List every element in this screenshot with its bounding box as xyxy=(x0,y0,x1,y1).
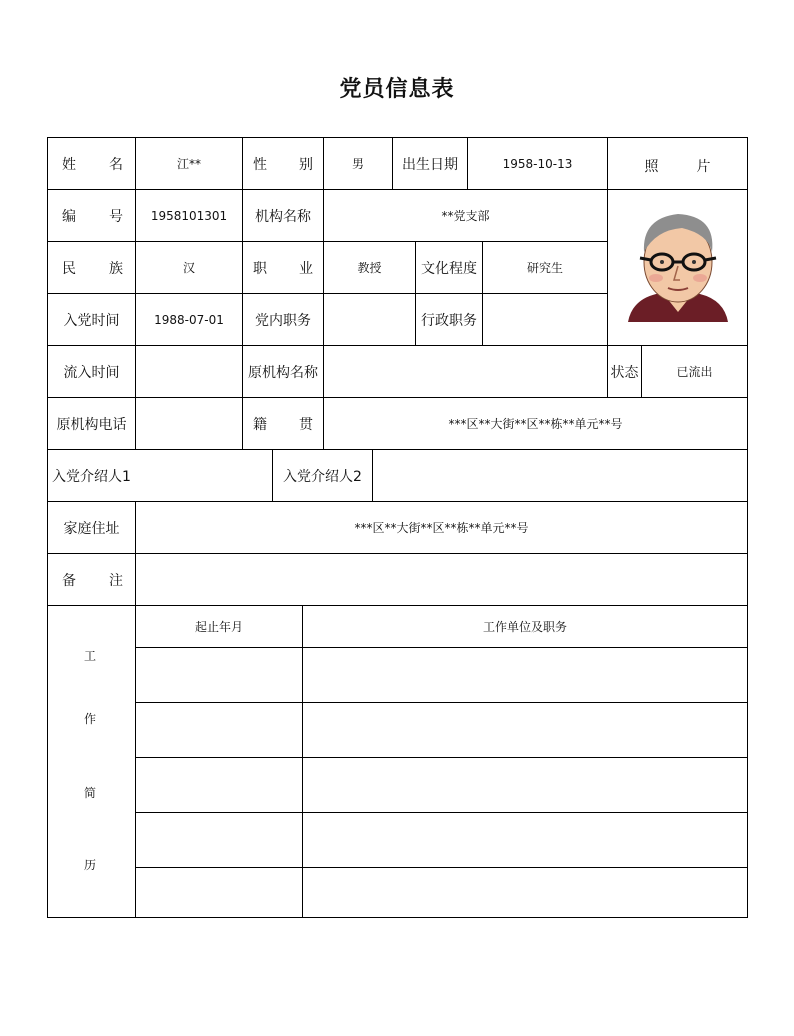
remarks-label xyxy=(48,554,135,605)
photo-glasses-arm xyxy=(705,258,716,260)
introducer1-label: 入党介绍人1 xyxy=(52,468,131,485)
photo-cheek xyxy=(649,274,663,282)
gender-label-char: 性 xyxy=(253,156,267,173)
native-place-label-char: 籍 xyxy=(253,416,267,433)
work-history-period-cell[interactable] xyxy=(136,648,302,702)
inflow-date-value[interactable] xyxy=(136,346,242,397)
education-label: 文化程度 xyxy=(421,260,477,277)
name-label-char: 名 xyxy=(109,156,123,173)
join-date-label: 入党时间 xyxy=(63,312,120,329)
photo-cheek xyxy=(693,274,707,282)
occupation-label xyxy=(243,242,323,293)
orig-org-phone-label: 原机构电话 xyxy=(56,416,127,433)
work-history-label-char: 工 xyxy=(84,649,97,663)
introducer2-label: 入党介绍人2 xyxy=(283,468,362,485)
work-history-unit-cell[interactable] xyxy=(303,648,747,702)
remarks-label-char: 注 xyxy=(109,572,123,589)
status-label: 状态 xyxy=(610,364,639,381)
work-history-unit-cell[interactable] xyxy=(303,758,747,812)
introducer1-value[interactable] xyxy=(136,450,272,501)
home-address-value[interactable]: ***区**大街**区**栋**单元**号 xyxy=(354,521,529,535)
introducer2-value[interactable] xyxy=(373,450,747,501)
work-history-col-unit: 工作单位及职务 xyxy=(482,620,567,634)
number-label-char: 编 xyxy=(62,208,76,225)
education-value[interactable]: 研究生 xyxy=(526,261,563,275)
number-label xyxy=(48,190,135,241)
name-label-char: 姓 xyxy=(62,156,76,173)
occupation-label-char: 业 xyxy=(299,260,313,277)
admin-position-value[interactable] xyxy=(483,294,607,345)
photo-label xyxy=(608,138,747,193)
photo-label-char: 片 xyxy=(696,158,711,175)
birth-date-label: 出生日期 xyxy=(402,156,458,173)
native-place-label-char: 贯 xyxy=(299,416,313,433)
work-history-label-char: 作 xyxy=(84,712,97,726)
native-place-label xyxy=(243,398,323,449)
work-history-unit-cell[interactable] xyxy=(303,868,747,917)
number-label-char: 号 xyxy=(109,208,123,225)
photo-eye xyxy=(692,260,696,264)
name-value[interactable]: 江** xyxy=(176,157,201,171)
inflow-date-label: 流入时间 xyxy=(63,364,120,381)
work-history-period-cell[interactable] xyxy=(136,813,302,867)
join-date-value[interactable]: 1988-07-01 xyxy=(154,312,224,327)
orig-org-name-value[interactable] xyxy=(324,346,607,397)
work-history-unit-cell[interactable] xyxy=(303,813,747,867)
photo-label-char: 照 xyxy=(644,158,659,175)
birth-date-value[interactable]: 1958-10-13 xyxy=(502,156,573,171)
page-title: 党员信息表 xyxy=(339,77,455,102)
ethnicity-value[interactable]: 汉 xyxy=(182,261,195,275)
org-name-label: 机构名称 xyxy=(255,208,311,225)
photo-glasses-arm xyxy=(640,258,651,260)
work-history-period-cell[interactable] xyxy=(136,868,302,917)
work-history-label-char: 历 xyxy=(84,858,97,872)
ethnicity-label-char: 族 xyxy=(109,260,123,277)
member-photo xyxy=(622,200,734,324)
work-history-label-char: 简 xyxy=(84,786,97,800)
org-name-value[interactable]: **党支部 xyxy=(441,209,490,223)
photo-eye xyxy=(660,260,664,264)
orig-org-name-label: 原机构名称 xyxy=(248,364,318,381)
occupation-label-char: 职 xyxy=(253,260,267,277)
remarks-value[interactable] xyxy=(136,554,747,605)
gender-label xyxy=(243,138,323,189)
occupation-value[interactable]: 教授 xyxy=(357,261,382,275)
orig-org-phone-value[interactable] xyxy=(136,398,242,449)
name-label xyxy=(48,138,135,189)
work-history-period-cell[interactable] xyxy=(136,703,302,757)
work-history-unit-cell[interactable] xyxy=(303,703,747,757)
party-position-label: 党内职务 xyxy=(255,312,311,329)
gender-label-char: 别 xyxy=(299,156,313,173)
work-history-period-cell[interactable] xyxy=(136,758,302,812)
ethnicity-label-char: 民 xyxy=(62,260,76,277)
admin-position-label: 行政职务 xyxy=(421,312,477,329)
work-history-col-period: 起止年月 xyxy=(194,620,243,634)
native-place-value[interactable]: ***区**大街**区**栋**单元**号 xyxy=(448,417,623,431)
gender-value[interactable]: 男 xyxy=(351,157,364,171)
remarks-label-char: 备 xyxy=(62,572,76,589)
status-value[interactable]: 已流出 xyxy=(676,365,713,379)
number-value[interactable]: 1958101301 xyxy=(150,208,228,223)
party-position-value[interactable] xyxy=(324,294,415,345)
home-address-label: 家庭住址 xyxy=(63,520,120,537)
ethnicity-label xyxy=(48,242,135,293)
